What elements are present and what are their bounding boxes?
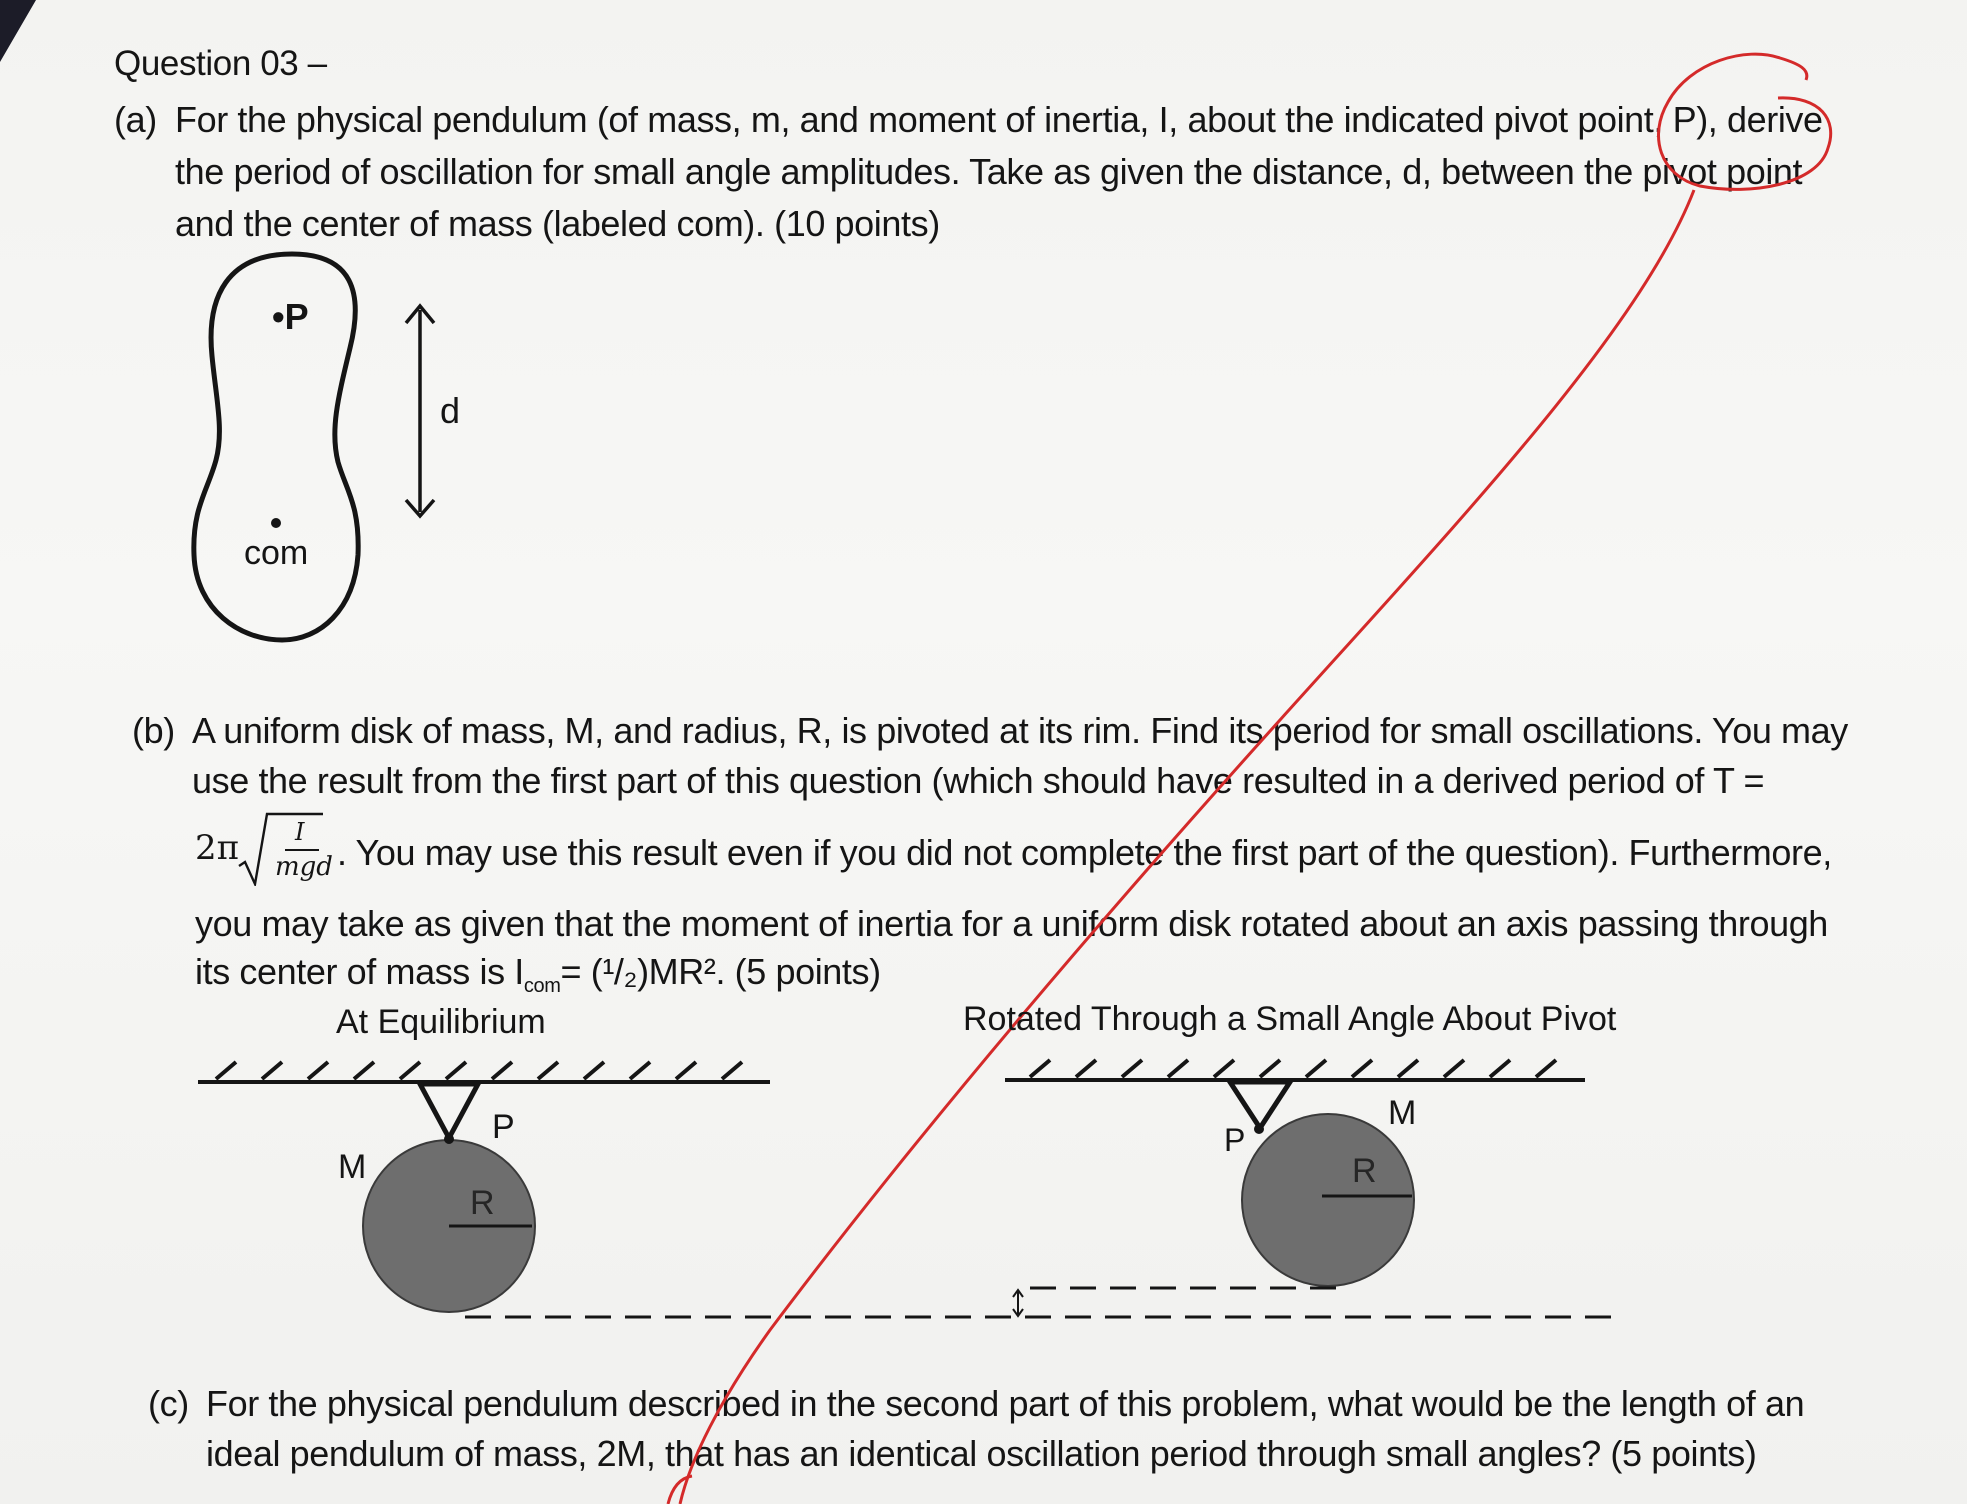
formula-denominator: mgd (275, 852, 333, 882)
part-b-line-1: A uniform disk of mass, M, and radius, R, is pivoted at its rim. Find its period for small oscillations. You may (192, 710, 1848, 751)
formula-prefix: 2π (195, 828, 239, 868)
part-b-line-4: you may take as given that the moment of inertia for a uniform disk rotated about an axis passing through (195, 903, 1828, 944)
equilibrium-pivot-label: P (492, 1108, 515, 1146)
equilibrium-mass-label: M (338, 1148, 367, 1186)
distance-arrow (406, 306, 434, 516)
part-c-line-2: ideal pendulum of mass, 2M, that has an identical oscillation period through small angles? (5 points) (206, 1433, 1757, 1474)
equilibrium-title: At Equilibrium (336, 1003, 546, 1041)
part-a-line-3: and the center of mass (labeled com). (10 points) (175, 203, 940, 244)
pivot-label-a: •P (272, 296, 309, 337)
part-c-line-1: For the physical pendulum described in the second part of this problem, what would be the length of an (206, 1383, 1805, 1424)
rotated-mass-label: M (1388, 1094, 1417, 1132)
red-circle-annotation (1658, 54, 1830, 189)
part-b-line-3: . You may use this result even if you did not complete the first part of the question). Furthermore, (337, 832, 1832, 873)
question-title: Question 03 – (114, 44, 327, 83)
distance-label: d (440, 390, 461, 431)
rotated-pivot-label: P (1224, 1122, 1246, 1158)
equilibrium-pivot-mount (420, 1084, 478, 1138)
part-a-label: (a) (114, 99, 157, 140)
rotated-disk (1242, 1114, 1414, 1286)
part-c-label: (c) (148, 1383, 189, 1424)
part-b-line-5-sub: com (523, 975, 561, 998)
rotated-pivot-point (1254, 1124, 1264, 1134)
part-b-line-5-pre: its center of mass is I (195, 951, 524, 992)
part-a-line-2: the period of oscillation for small angle amplitudes. Take as given the distance, d, between the pivot point (175, 151, 1803, 192)
rotated-title: Rotated Through a Small Angle About Pivot (963, 1000, 1617, 1038)
com-dot (271, 518, 281, 528)
part-b-line-5-post: = (¹/₂)MR². (5 points) (560, 951, 881, 992)
rotated-radius-label: R (1352, 1152, 1377, 1190)
part-b-line-2: use the result from the first part of this question (which should have resulted in a derived period of T = (192, 760, 1765, 801)
part-a-line-1: For the physical pendulum (of mass, m, and moment of inertia, I, about the indicated pivot point, P), derive (175, 99, 1823, 140)
formula-numerator: I (295, 818, 305, 846)
com-label: com (244, 534, 309, 572)
red-slash-annotation (680, 190, 1694, 1504)
equilibrium-ceiling (198, 1062, 770, 1082)
equilibrium-pivot-point (444, 1134, 454, 1144)
part-b-label: (b) (132, 710, 175, 751)
rotated-ceiling (1005, 1060, 1585, 1080)
height-difference-arrow (1013, 1290, 1023, 1316)
equilibrium-radius-label: R (470, 1184, 495, 1222)
